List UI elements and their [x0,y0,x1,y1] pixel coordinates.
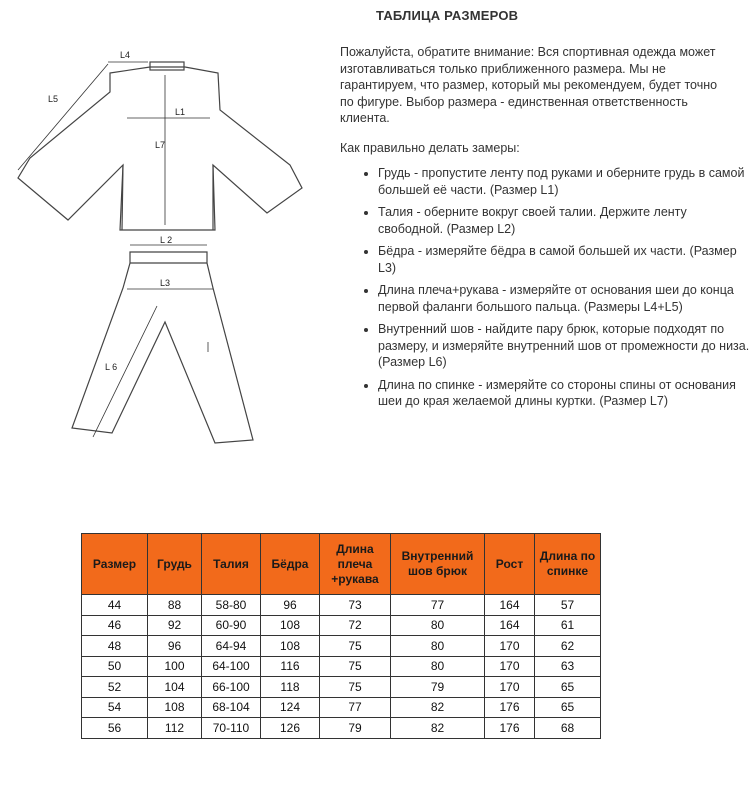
table-cell: 64-100 [202,656,261,677]
page-title: ТАБЛИЦА РАЗМЕРОВ [376,8,519,23]
table-cell: 72 [320,615,391,636]
table-cell: 112 [148,718,202,739]
table-cell: 88 [148,595,202,616]
table-cell: 164 [485,595,535,616]
table-cell: 80 [391,615,485,636]
table-cell: 75 [320,656,391,677]
table-cell: 116 [261,656,320,677]
measurement-instructions [360,165,750,416]
table-cell: 73 [320,595,391,616]
header-hips: Бёдра [261,534,320,595]
table-cell: 56 [82,718,148,739]
table-row [82,656,601,677]
label-l2: L 2 [160,235,173,245]
table-cell: 92 [148,615,202,636]
size-table-header-row [82,534,601,595]
table-row [82,615,601,636]
table-cell: 176 [485,718,535,739]
table-cell: 164 [485,615,535,636]
howto-heading: Как правильно делать замеры: [340,141,520,155]
table-cell: 60-90 [202,615,261,636]
table-cell: 80 [391,656,485,677]
table-cell: 124 [261,697,320,718]
table-cell: 77 [391,595,485,616]
table-cell: 118 [261,677,320,698]
table-cell: 64-94 [202,636,261,657]
label-l4: L4 [120,50,131,60]
table-row [82,595,601,616]
table-cell: 82 [391,718,485,739]
table-cell: 46 [82,615,148,636]
table-cell: 96 [148,636,202,657]
table-cell: 66-100 [202,677,261,698]
table-cell: 68 [535,718,601,739]
table-cell: 75 [320,636,391,657]
table-cell: 48 [82,636,148,657]
table-cell: 126 [261,718,320,739]
header-waist: Талия [202,534,261,595]
table-cell: 176 [485,697,535,718]
table-cell: 58-80 [202,595,261,616]
table-row [82,636,601,657]
table-cell: 96 [261,595,320,616]
measurement-diagram [0,30,330,470]
table-cell: 57 [535,595,601,616]
table-cell: 44 [82,595,148,616]
instruction-chest: • Грудь - пропустите ленту под руками и оберните грудь в самой большей её части. (Размер L1) [378,165,750,198]
table-cell: 79 [320,718,391,739]
table-cell: 52 [82,677,148,698]
table-cell: 65 [535,697,601,718]
table-cell: 54 [82,697,148,718]
instruction-waist: • Талия - оберните вокруг своей талии. Держите ленту свободной. (Размер L2) [378,204,750,237]
table-cell: 79 [391,677,485,698]
table-row [82,697,601,718]
table-cell: 100 [148,656,202,677]
label-l7: L7 [155,140,166,150]
table-cell: 77 [320,697,391,718]
pants-measure-lines [93,245,213,437]
header-size: Размер [82,534,148,595]
label-l5: L5 [48,94,59,104]
instruction-inseam: • Внутренний шов - найдите пару брюк, которые подходят по размеру, и измеряйте внутренний шов от промежности до низа. (Размер L6) [378,321,750,371]
table-cell: 108 [261,636,320,657]
table-cell: 104 [148,677,202,698]
table-cell: 75 [320,677,391,698]
table-cell: 108 [261,615,320,636]
label-l3: L3 [160,278,171,288]
table-cell: 170 [485,636,535,657]
table-row [82,718,601,739]
header-back-length: Длина по спинке [535,534,601,595]
header-chest: Грудь [148,534,202,595]
table-cell: 108 [148,697,202,718]
table-cell: 80 [391,636,485,657]
table-cell: 70-110 [202,718,261,739]
table-cell: 50 [82,656,148,677]
table-cell: 170 [485,656,535,677]
instruction-sleeve: • Длина плеча+рукава - измеряйте от основания шеи до конца первой фаланги большого пальца. (Размеры L4+L5) [378,282,750,315]
header-sleeve-length: Длина плеча +рукава [320,534,391,595]
disclaimer-text: Пожалуйста, обратите внимание: Вся спортивная одежда может изготавливаться только приближенного размера. Мы не гарантируем, что размер, который мы рекомендуем, будет точно по фигуре. Выбор размера - единственная ответственность клиента. [340,45,718,125]
table-cell: 68-104 [202,697,261,718]
table-cell: 62 [535,636,601,657]
instruction-back-length: • Длина по спинке - измеряйте со стороны спины от основания шеи до края желаемой длины куртки. (Размер L7) [378,377,750,410]
label-l1: L1 [175,107,186,117]
table-cell: 82 [391,697,485,718]
table-cell: 63 [535,656,601,677]
header-height: Рост [485,534,535,595]
header-inseam: Внутренний шов брюк [391,534,485,595]
table-cell: 65 [535,677,601,698]
instruction-hips: • Бёдра - измеряйте бёдра в самой большей их части. (Размер L3) [378,243,750,276]
label-l6: L 6 [105,362,118,372]
size-table [81,533,601,739]
table-cell: 61 [535,615,601,636]
table-cell: 170 [485,677,535,698]
table-row [82,677,601,698]
